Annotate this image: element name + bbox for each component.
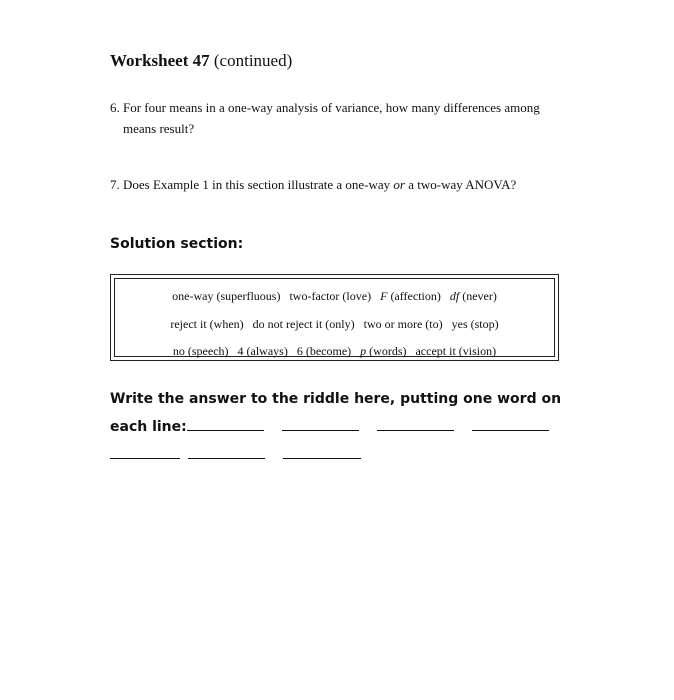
solution-option: df (never)	[449, 289, 497, 303]
answer-blank-1[interactable]	[187, 430, 264, 431]
answer-blank-7[interactable]	[283, 458, 361, 459]
solution-option: reject it (when)	[170, 317, 244, 331]
answer-blank-5[interactable]	[110, 458, 180, 459]
solution-option: do not reject it (only)	[252, 317, 355, 331]
riddle-line-1: Write the answer to the riddle here, putting one word on	[110, 391, 562, 407]
solution-row-3	[115, 343, 554, 359]
solution-option: p (words)	[360, 344, 407, 358]
answer-blank-6[interactable]	[188, 458, 265, 459]
solution-option: accept it (vision)	[415, 344, 497, 358]
question-6	[110, 97, 560, 139]
solution-row-2	[115, 316, 554, 332]
solution-section-heading: Solution section:	[110, 236, 244, 252]
riddle-instructions	[110, 385, 566, 441]
question-7-emphasis: or	[393, 177, 405, 192]
question-6-line-2: means result?	[123, 121, 195, 136]
solution-option: one-way (superfluous)	[172, 289, 281, 303]
solution-option: 4 (always)	[237, 344, 288, 358]
solution-option: two-factor (love)	[289, 289, 372, 303]
solution-option: 6 (become)	[296, 344, 352, 358]
solution-box	[110, 274, 559, 361]
solution-option: F (affection)	[380, 289, 441, 303]
question-6-line-1: 6. For four means in a one-way analysis of variance, how many differences among	[110, 100, 540, 115]
question-7	[110, 174, 516, 195]
question-7-after: a two-way ANOVA?	[408, 177, 517, 192]
answer-blank-4[interactable]	[472, 430, 549, 431]
worksheet-title-suffix: (continued)	[213, 51, 293, 70]
solution-option: two or more (to)	[363, 317, 443, 331]
answer-blank-2[interactable]	[282, 430, 359, 431]
solution-option: yes (stop)	[451, 317, 499, 331]
riddle-line-2: each line:	[110, 419, 187, 435]
answer-blank-3[interactable]	[377, 430, 454, 431]
worksheet-title-number: Worksheet 47	[110, 51, 210, 70]
solution-box-inner	[114, 278, 555, 357]
solution-option: no (speech)	[172, 344, 229, 358]
worksheet-title	[110, 50, 292, 72]
question-7-before: 7. Does Example 1 in this section illustrate a one-way	[110, 177, 391, 192]
solution-row-1	[115, 288, 554, 304]
